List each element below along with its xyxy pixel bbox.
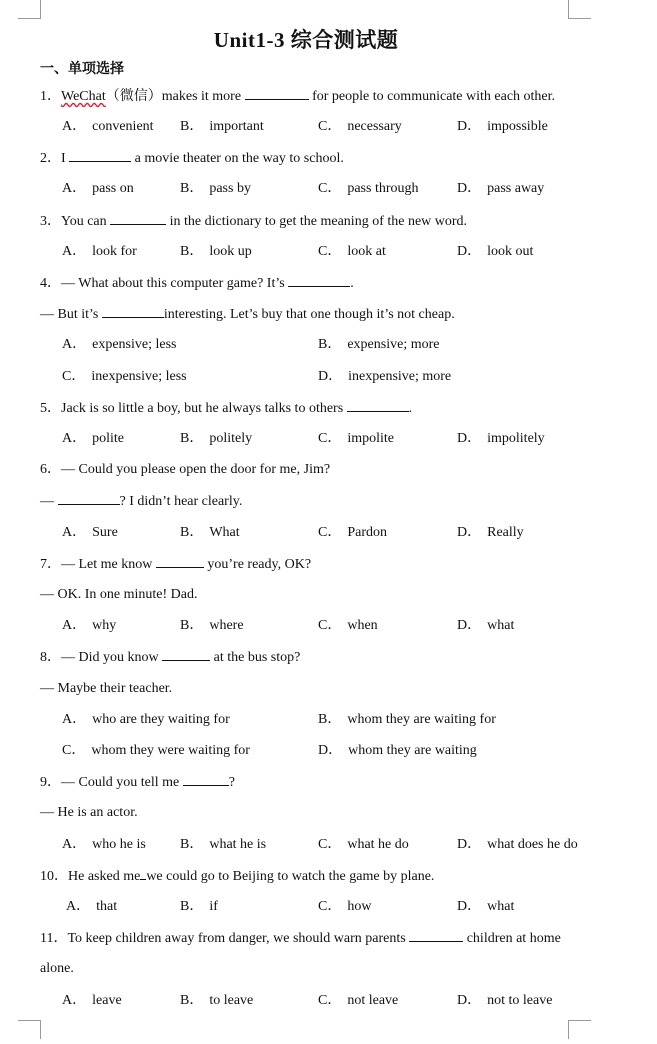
text-segment: what he is [209, 837, 267, 852]
text-segment: B． [180, 525, 204, 540]
question-number: 8． [40, 650, 61, 665]
text-segment: B． [180, 618, 204, 633]
text-segment: . [350, 276, 354, 291]
option-d [457, 617, 514, 635]
option-a [62, 430, 124, 448]
option-c [318, 118, 402, 136]
text-segment: inexpensive; less [91, 369, 187, 384]
text-segment: ? I didn’t hear clearly. [119, 494, 243, 509]
option-a [62, 118, 154, 136]
text-segment: — Could you tell me [61, 775, 180, 790]
text-segment: inexpensive; more [348, 369, 452, 384]
text-segment: children at home [466, 931, 561, 946]
question-4-line-2 [40, 305, 455, 324]
text-segment: Sure [92, 525, 118, 540]
text-segment: D． [318, 369, 343, 384]
text-segment: what [487, 618, 515, 633]
text-segment: whom they are waiting [348, 743, 477, 758]
text-segment: D． [318, 743, 343, 758]
text-segment: politely [209, 431, 253, 446]
answer-blank [288, 274, 350, 287]
question-6-line-2 [40, 492, 242, 511]
option-b [318, 711, 496, 729]
text-segment: leave [92, 993, 122, 1008]
text-segment: — Could you please open the door for me, Jim? [61, 462, 331, 477]
text-segment: convenient [92, 119, 154, 134]
option-c [318, 617, 378, 635]
text-segment: A． [62, 837, 87, 852]
text-segment: C． [318, 431, 342, 446]
text-segment: B． [180, 244, 204, 259]
option-a [62, 711, 230, 729]
question-9 [40, 773, 235, 792]
question-5 [40, 399, 412, 418]
text-segment: not leave [347, 993, 399, 1008]
text-segment: expensive; more [347, 337, 440, 352]
option-c [318, 992, 398, 1010]
question-8 [40, 648, 300, 667]
question-number: 2． [40, 151, 61, 166]
question-number: 4． [40, 276, 61, 291]
option-a [62, 524, 118, 542]
text-segment: C． [318, 181, 342, 196]
text-segment: What [209, 525, 240, 540]
text-segment: . [408, 401, 413, 416]
text-segment: C． [318, 525, 342, 540]
text-segment: （微信）makes it more [105, 89, 242, 104]
text-segment: — [40, 494, 54, 509]
answer-blank [156, 555, 204, 568]
text-segment: at the bus stop? [213, 650, 301, 665]
text-segment: He asked me [68, 869, 141, 884]
text-segment: — OK. In one minute! Dad. [40, 587, 198, 602]
option-d [457, 180, 544, 198]
text-segment: how [347, 899, 372, 914]
option-d [457, 898, 514, 916]
text-segment: look for [92, 244, 137, 259]
question-2 [40, 149, 344, 168]
option-b [180, 524, 240, 542]
text-segment: I [61, 151, 66, 166]
question-number: 3． [40, 214, 61, 229]
text-segment: pass on [92, 181, 134, 196]
text-segment: — Did you know [61, 650, 159, 665]
option-b [180, 992, 253, 1010]
page-corner-mark [18, 0, 41, 19]
option-c [318, 836, 409, 854]
text-segment: look up [209, 244, 252, 259]
text-segment: in the dictionary to get the meaning of the new word. [169, 214, 468, 229]
text-segment: why [92, 618, 117, 633]
text-segment: A． [62, 244, 87, 259]
text-segment: D． [457, 119, 482, 134]
question-number: 10． [40, 869, 68, 884]
answer-blank [162, 648, 210, 661]
text-segment: B． [180, 119, 204, 134]
page-corner-mark [568, 0, 591, 19]
question-number: 5． [40, 401, 61, 416]
text-segment: B． [180, 431, 204, 446]
option-b [180, 180, 251, 198]
option-c [62, 368, 187, 386]
text-segment: B． [318, 337, 342, 352]
option-d [457, 430, 545, 448]
option-c [318, 898, 371, 916]
option-a [66, 898, 117, 916]
text-segment: who he is [92, 837, 146, 852]
text-segment: that [96, 899, 118, 914]
wechat-term: WeChat [61, 89, 106, 104]
text-segment: B． [180, 837, 204, 852]
text-segment: — Let me know [61, 557, 153, 572]
option-b [318, 336, 439, 354]
text-segment: look out [487, 244, 534, 259]
text-segment: — But it’s [40, 307, 99, 322]
text-segment: necessary [347, 119, 402, 134]
question-number: 11． [40, 931, 68, 946]
text-segment: impolite [347, 431, 395, 446]
page-title: Unit1-3 综合测试题 [213, 28, 399, 52]
text-segment: B． [180, 899, 204, 914]
text-segment: whom they are waiting for [347, 712, 496, 727]
text-segment: what [487, 899, 515, 914]
question-6 [40, 461, 330, 479]
text-segment: pass by [209, 181, 251, 196]
text-segment: look at [347, 244, 386, 259]
answer-blank [58, 492, 120, 505]
text-segment: B． [180, 993, 204, 1008]
option-d [457, 243, 533, 261]
text-segment: D． [457, 244, 482, 259]
text-segment: if [209, 899, 218, 914]
answer-blank [183, 773, 229, 786]
text-segment: pass through [347, 181, 419, 196]
text-segment: A． [62, 431, 87, 446]
text-segment: A． [62, 993, 87, 1008]
option-b [180, 617, 244, 635]
question-3 [40, 212, 467, 231]
option-a [62, 617, 116, 635]
text-segment: C． [318, 993, 342, 1008]
text-segment: what does he do [487, 837, 578, 852]
option-c [318, 524, 387, 542]
text-segment: D． [457, 181, 482, 196]
option-d [457, 118, 548, 136]
question-10 [40, 867, 434, 886]
text-segment: D． [457, 618, 482, 633]
question-8-line-2 [40, 680, 172, 698]
text-segment: B． [318, 712, 342, 727]
text-segment: we could go to Beijing to watch the game by plane. [146, 869, 435, 884]
option-d [318, 368, 451, 386]
answer-blank [347, 399, 409, 412]
page-corner-mark [568, 1020, 591, 1039]
text-segment: for people to communicate with each other. [312, 89, 556, 104]
text-segment: C． [318, 244, 342, 259]
text-segment: expensive; less [92, 337, 177, 352]
text-segment: who are they waiting for [92, 712, 230, 727]
option-a [62, 243, 137, 261]
text-segment: D． [457, 993, 482, 1008]
text-segment: — Maybe their teacher. [40, 681, 173, 696]
option-a [62, 336, 177, 354]
text-segment: to leave [209, 993, 254, 1008]
option-a [62, 836, 146, 854]
option-c [318, 430, 394, 448]
text-segment: You can [61, 214, 107, 229]
text-segment: C． [62, 369, 86, 384]
option-d [457, 524, 524, 542]
question-1 [40, 87, 555, 106]
text-segment: what he do [347, 837, 409, 852]
text-segment: Pardon [347, 525, 388, 540]
question-4 [40, 274, 354, 293]
option-d [318, 742, 477, 760]
text-segment: pass away [487, 181, 545, 196]
text-segment: where [209, 618, 244, 633]
text-segment: A． [62, 712, 87, 727]
text-segment: C． [318, 837, 342, 852]
text-segment: impolitely [487, 431, 545, 446]
text-segment: To keep children away from danger, we should warn parents [67, 931, 406, 946]
answer-blank [245, 87, 309, 100]
option-a [62, 992, 122, 1010]
text-segment: D． [457, 837, 482, 852]
text-segment: Really [487, 525, 524, 540]
text-segment: important [209, 119, 264, 134]
text-segment: whom they were waiting for [91, 743, 250, 758]
question-7-line-2 [40, 586, 197, 604]
option-b [180, 118, 264, 136]
text-segment: A． [62, 618, 87, 633]
text-segment: D． [457, 431, 482, 446]
question-number: 6． [40, 462, 61, 477]
text-segment: — What about this computer game? It’s [61, 276, 285, 291]
text-segment: D． [457, 899, 482, 914]
answer-blank [102, 305, 164, 318]
text-segment: A． [66, 899, 91, 914]
option-b [180, 898, 218, 916]
text-segment: C． [318, 119, 342, 134]
page-corner-mark [18, 1020, 41, 1039]
text-segment: C． [62, 743, 86, 758]
text-segment: when [347, 618, 378, 633]
text-segment: D． [457, 525, 482, 540]
text-segment: A． [62, 119, 87, 134]
option-b [180, 243, 252, 261]
text-segment: A． [62, 337, 87, 352]
text-segment: — He is an actor. [40, 805, 138, 820]
text-segment: polite [92, 431, 125, 446]
answer-blank [409, 929, 463, 942]
question-7 [40, 555, 311, 574]
section-heading: 一、单项选择 [40, 62, 124, 77]
text-segment: interesting. Let’s buy that one though it’s not cheap. [163, 307, 455, 322]
question-11 [40, 929, 561, 948]
text-segment: A． [62, 181, 87, 196]
option-c [62, 742, 250, 760]
option-a [62, 180, 134, 198]
answer-blank [110, 212, 166, 225]
option-b [180, 430, 252, 448]
option-d [457, 836, 578, 854]
text-segment: Jack is so little a boy, but he always talks to others [61, 401, 344, 416]
text-segment: impossible [487, 119, 548, 134]
text-segment: C． [318, 618, 342, 633]
option-d [457, 992, 552, 1010]
text-segment: C． [318, 899, 342, 914]
text-segment: not to leave [487, 993, 553, 1008]
text-segment: you’re ready, OK? [207, 557, 312, 572]
question-number: 1． [40, 89, 61, 104]
text-segment: B． [180, 181, 204, 196]
text-segment: A． [62, 525, 87, 540]
text-segment: ? [228, 775, 235, 790]
question-number: 9． [40, 775, 61, 790]
question-9-line-2 [40, 804, 138, 822]
question-11-line-2 [40, 960, 74, 978]
text-segment: a movie theater on the way to school. [134, 151, 344, 166]
option-c [318, 180, 419, 198]
answer-blank [69, 149, 131, 162]
text-segment: alone. [40, 961, 74, 976]
option-b [180, 836, 266, 854]
question-number: 7． [40, 557, 61, 572]
option-c [318, 243, 386, 261]
